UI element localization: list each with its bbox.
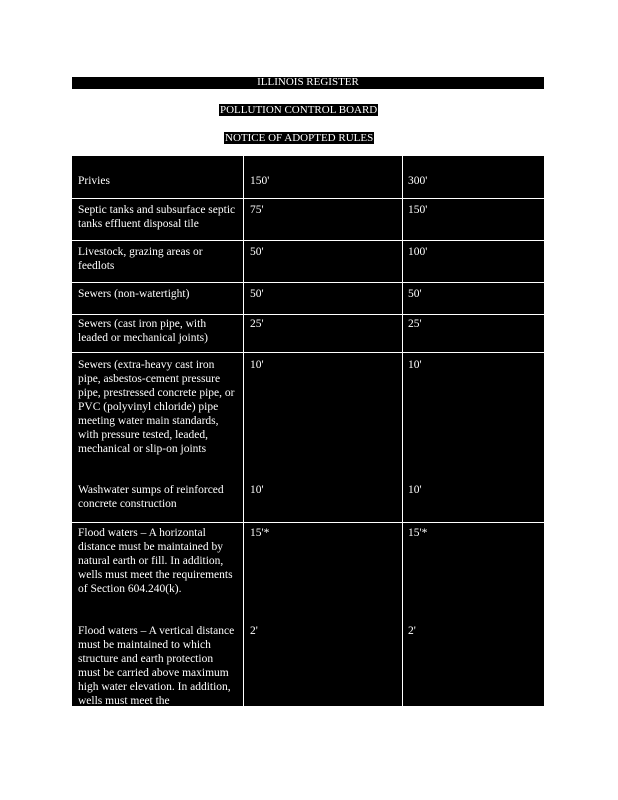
distance-cell: 75' — [250, 204, 264, 216]
row-divider — [72, 314, 544, 315]
distance-cell: 2' — [408, 625, 416, 637]
source-cell: Flood waters – A vertical distance must be maintained to which structure and earth protection must be carried above maximum high water elevation. In addition, wells must meet the — [78, 625, 235, 706]
distance-cell: 10' — [250, 359, 264, 371]
row-divider — [72, 352, 544, 353]
distance-cell: 50' — [250, 288, 264, 300]
distance-cell: 25' — [250, 318, 264, 330]
source-cell: Sewers (extra-heavy cast iron pipe, asbestos-cement pressure pipe, prestressed concrete pipe, or PVC (polyvinyl chloride) pipe meeting water main standards, with pressure tested, leaded, mechanical or slip-on joints — [78, 359, 235, 455]
row-divider — [72, 240, 544, 241]
source-cell: Washwater sumps of reinforced concrete construction — [78, 484, 224, 510]
setback-distance-table — [72, 156, 544, 706]
source-cell: Septic tanks and subsurface septic tanks effluent disposal tile — [78, 204, 236, 230]
notice-title: NOTICE OF ADOPTED RULES — [225, 132, 374, 144]
source-cell: Livestock, grazing areas or feedlots — [78, 246, 203, 272]
distance-cell: 2' — [250, 625, 258, 637]
distance-cell: 25' — [408, 318, 422, 330]
table-row — [72, 282, 544, 314]
agency-name: POLLUTION CONTROL BOARD — [220, 104, 378, 116]
table-row — [72, 352, 544, 476]
distance-cell: 50' — [408, 288, 422, 300]
row-divider — [72, 198, 544, 199]
row-divider — [72, 522, 544, 523]
table-row — [72, 156, 544, 198]
distance-cell: 50' — [250, 246, 264, 258]
distance-cell: 10' — [408, 484, 422, 496]
distance-cell: 100' — [408, 246, 428, 258]
row-divider — [72, 282, 544, 283]
source-cell: Sewers (cast iron pipe, with leaded or mechanical joints) — [78, 318, 208, 344]
distance-cell: 15'* — [250, 527, 270, 539]
header-rule — [72, 88, 544, 89]
table-row — [72, 522, 544, 620]
distance-cell: 10' — [250, 484, 264, 496]
table-row — [72, 314, 544, 352]
source-cell: Flood waters – A horizontal distance must be maintained by natural earth or fill. In addition, wells must meet the requirements of Section 604.240(k). — [78, 527, 233, 595]
table-row — [72, 476, 544, 522]
table-row — [72, 198, 544, 240]
source-cell: Privies — [78, 175, 110, 187]
distance-cell: 15'* — [408, 527, 428, 539]
distance-cell: 10' — [408, 359, 422, 371]
table-row — [72, 240, 544, 282]
distance-cell: 150' — [408, 204, 428, 216]
register-title: ILLINOIS REGISTER — [72, 77, 544, 88]
distance-cell: 150' — [250, 175, 270, 187]
source-cell: Sewers (non-watertight) — [78, 288, 190, 300]
table-row — [72, 620, 544, 706]
distance-cell: 300' — [408, 175, 428, 187]
